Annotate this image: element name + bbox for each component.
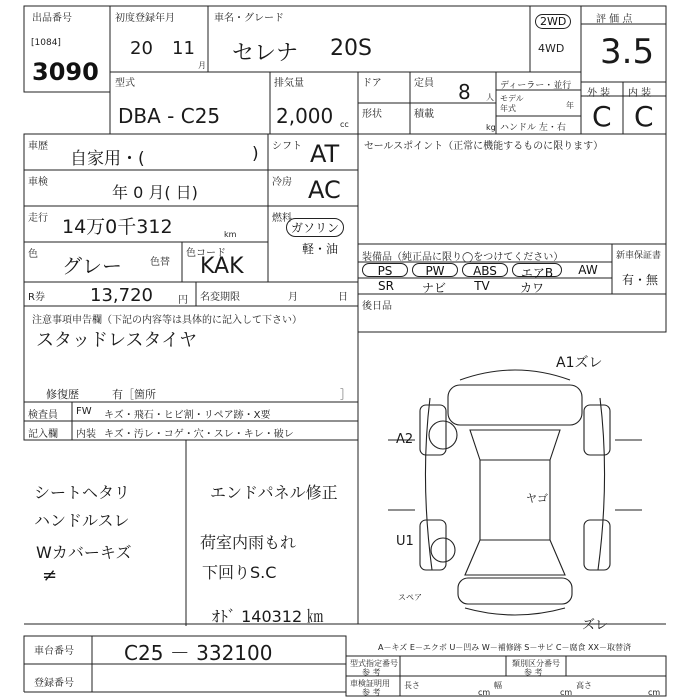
remark-leak: 荷室内雨もれ [200, 533, 297, 552]
equipment-tv: TV [474, 279, 490, 293]
width-cm: cm [560, 688, 573, 697]
load-label: 積載 [414, 109, 434, 120]
equipment-pw: PW [412, 263, 458, 277]
diagram-spare-label: スペア [398, 593, 422, 602]
equipment-label: 装備品（純正品に限り◯をつけてください） [362, 252, 564, 263]
sales-point-label: セールスポイント（正常に機能するものに限ります） [364, 141, 604, 152]
year-unit: 年 [566, 101, 574, 110]
type-spec-sub: 参 考 [362, 668, 381, 677]
ac-label: 冷房 [272, 177, 292, 188]
later-docs-label: 後日品 [362, 301, 392, 312]
displacement: 2,000 [276, 104, 334, 128]
inspection-label: 車検 [28, 177, 48, 188]
length-label: 長さ [404, 681, 420, 690]
remark-wheel-cover: Wカバーキズ [36, 543, 132, 562]
repair-label: 修復歴 [46, 388, 79, 401]
diagram-a1-note: A1ズレ [556, 355, 603, 371]
chassis-number: C25 － 332100 [124, 641, 273, 665]
fuel-label: 燃料 [272, 213, 292, 224]
remark-seat: シートヘタリ [34, 483, 131, 502]
handle-label: ハンドル 左・右 [500, 123, 566, 133]
notes-label: 注意事項申告欄（下記の内容等は具体的に記入して下さい） [32, 315, 302, 326]
car-name: セレナ [232, 41, 299, 66]
registration-label: 登録番号 [34, 678, 74, 689]
diagram-zure-note: ズレ [582, 618, 609, 633]
score-label: 評 価 点 [596, 14, 633, 25]
height-label: 高さ [576, 681, 592, 690]
warranty-value: 有・無 [622, 273, 659, 287]
fuel-gasoline-circled: ガソリン [286, 218, 344, 237]
equipment-aw: AW [578, 263, 598, 277]
title-change-day: 日 [338, 292, 348, 303]
warranty-label: 新車保証書 [616, 251, 662, 261]
drive-2wd-circled: 2WD [535, 14, 571, 29]
history-label: 車歴 [28, 141, 48, 152]
equipment-ps: PS [362, 263, 408, 277]
lot-number: 3090 [32, 58, 99, 86]
interior-label: 内 装 [628, 88, 652, 99]
repair-value: 有［箇所 [112, 388, 156, 401]
first-reg-label: 初度登録年月 [115, 13, 175, 24]
equipment-leather: カワ [519, 281, 544, 295]
model-label: 型式 [115, 78, 135, 89]
recycle-label: R券 [28, 292, 45, 303]
person-unit: 人 [486, 93, 494, 102]
interior-grade: C [634, 100, 654, 133]
shift: AT [310, 140, 340, 168]
diagram-u1-note: U1 [396, 534, 414, 549]
grade: 20S [330, 36, 372, 61]
inspector-label: 検査員 [28, 410, 58, 421]
capacity: 8 [458, 80, 471, 104]
equipment-row2 [362, 279, 612, 293]
shape-label: 形状 [362, 109, 382, 120]
first-reg-year: 20 [130, 38, 153, 59]
fuel-diesel: 軽・油 [302, 242, 339, 256]
class-sub: 参 考 [524, 668, 543, 677]
chassis-label: 車台番号 [34, 646, 74, 657]
recycle-fee: 13,720 [90, 285, 153, 306]
equipment-sr: SR [378, 279, 394, 293]
ac: AC [308, 176, 341, 204]
model-year-label: モデル [500, 94, 524, 103]
title-change-label: 名変期限 [200, 292, 240, 303]
yen-unit: 円 [178, 295, 188, 306]
mileage-label: 走行 [28, 213, 48, 224]
remark-end-panel: エンドパネル修正 [210, 483, 338, 502]
remark-odometer: ｵﾄﾞ 140312 ㎞ [212, 607, 324, 626]
color-label: 色 [28, 249, 38, 260]
first-reg-month: 11 [172, 38, 195, 59]
model-year-label2: 年式 [500, 104, 516, 113]
class-label: 類別区分番号 [512, 659, 560, 668]
lot-label: 出品番号 [32, 13, 72, 24]
door-label: ドア [362, 78, 382, 89]
equipment-navi: ナビ [421, 281, 446, 295]
equipment-airbag: エアB [512, 263, 562, 277]
lot-small: [1084] [31, 38, 61, 48]
capacity-label: 定員 [414, 78, 434, 89]
length-cm: cm [478, 688, 491, 697]
drive-4wd: 4WD [538, 42, 565, 55]
cc-unit: cc [340, 120, 349, 129]
notes: スタッドレスタイヤ [36, 330, 198, 351]
damage-legend: A－キズ E－エクボ U－凹み W－補修跡 S－サビ C－腐食 XX－取替済 [378, 643, 632, 652]
type-spec-label: 型式指定番号 [350, 659, 398, 668]
exterior-grade: C [592, 100, 612, 133]
exterior-label: 外 装 [587, 88, 611, 99]
equipment-row1 [362, 263, 612, 280]
equipment-abs: ABS [462, 263, 508, 277]
cert-sub: 参 考 [362, 688, 381, 697]
color-code: KAK [200, 254, 244, 279]
title-change-month: 月 [288, 292, 298, 303]
kg-unit: kg [486, 123, 496, 132]
remark-handle: ハンドルスレ [34, 511, 130, 530]
color: グレー [62, 254, 122, 278]
width-label: 幅 [494, 681, 502, 690]
repair-close: ］ [340, 388, 351, 401]
interior-items: キズ・汚レ・コゲ・穴・スレ・キレ・破レ [104, 429, 294, 440]
entry-label: 記入欄 [28, 429, 58, 440]
fw-items: キズ・飛石・ヒビ割・リペア跡・X要 [104, 410, 271, 421]
cert-label: 車検証明用 [350, 679, 390, 688]
car-name-label: 車名・グレード [214, 13, 284, 24]
diagram-a2-note: A2 [396, 432, 414, 447]
dealer-label: ディーラー・並行 [500, 81, 572, 91]
history-close: ) [252, 144, 259, 164]
diagram-yago-note: ヤゴ [526, 492, 548, 505]
month-unit: 月 [198, 61, 206, 70]
height-cm: cm [648, 688, 661, 697]
model: DBA - C25 [118, 104, 221, 128]
paint-change-label: 色替 [150, 257, 170, 268]
remark-underbody: 下回りS.C [202, 563, 277, 582]
fw-label: FW [76, 406, 92, 417]
history: 自家用・( [70, 149, 145, 169]
shift-label: シフト [272, 141, 302, 152]
displacement-label: 排気量 [274, 78, 304, 89]
score: 3.5 [600, 32, 655, 72]
vehicle-damage-diagram [370, 350, 660, 620]
inspection: 年 0 月( 日) [112, 183, 198, 202]
color-code-label: 色コード [186, 248, 226, 259]
km-unit: km [224, 230, 237, 239]
remark-struck: ≠ [42, 565, 58, 586]
mileage: 14万0千312 [62, 216, 173, 238]
interior-row-label: 内装 [76, 429, 96, 440]
